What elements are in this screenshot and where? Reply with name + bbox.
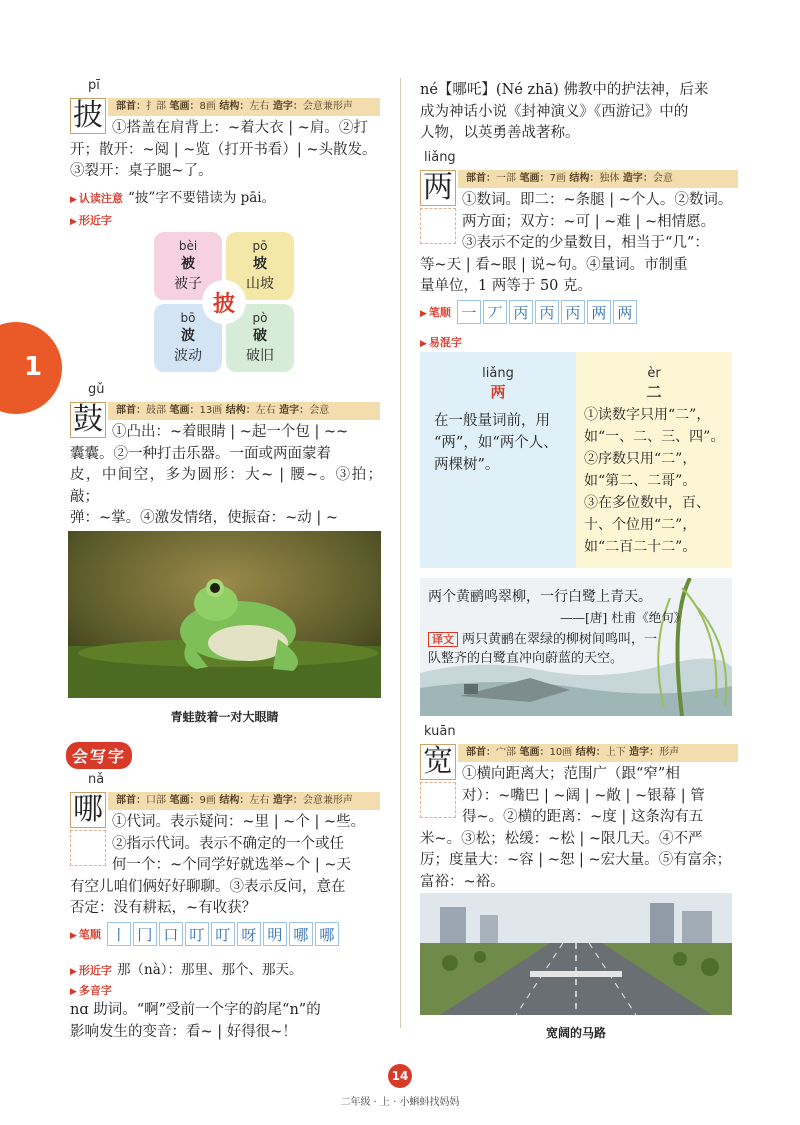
kuan-def-line: ①横向距离大；范围广（跟“窄”相 bbox=[462, 766, 680, 782]
na-pinyin: nǎ bbox=[88, 772, 105, 787]
stroke-step: 冂 bbox=[133, 922, 157, 946]
stroke-step: 哪 bbox=[315, 922, 339, 946]
nezha-text bbox=[420, 80, 738, 145]
pi-pinyin: pī bbox=[88, 78, 100, 93]
pi-similar-tag: ▶ 形近字 bbox=[70, 214, 112, 227]
kuan-def-line: 富裕：~裕。 bbox=[420, 873, 505, 890]
stroke-step: 两 bbox=[587, 300, 611, 324]
kuan-def-line: 米~。③松；松缓：~松 | ~限几天。④不严 bbox=[420, 830, 703, 847]
pi-char: 披 bbox=[70, 98, 106, 134]
kuan-definition bbox=[420, 764, 738, 893]
nezha-line: 人物，以英勇善战著称。 bbox=[420, 125, 580, 141]
column-divider bbox=[400, 78, 401, 1028]
frog-caption: 青蛙鼓着一对大眼睛 bbox=[170, 710, 279, 724]
nezha-line: 成为神话小说《封神演义》《西游记》中的 bbox=[420, 103, 689, 120]
write-heading: 会写字 bbox=[66, 742, 132, 769]
poem-author: ——[唐] 杜甫《绝句》 bbox=[560, 610, 687, 625]
liang-strokes: ▶ 笔顺 一 丆 丙 丙 丙 两 两 bbox=[420, 300, 639, 324]
liang-char: 两 bbox=[420, 170, 456, 206]
stroke-step: 叮 bbox=[211, 922, 235, 946]
confuse-left: liǎng 两 在一般量词前，用 “两”，如“两个人、 两棵树”。 bbox=[434, 366, 558, 473]
gu-def-line: ①凸出：~着眼睛 | ~起一个包 | ~~ bbox=[112, 424, 349, 440]
na-multi-line: nɑ 助词。“啊”受前一个字的韵尾“n”的 bbox=[70, 1002, 321, 1018]
na-char: 哪 bbox=[70, 792, 106, 828]
na-multi-line: 影响发生的变音：看~ | 好得很~！ bbox=[70, 1023, 297, 1040]
similar-center: 披 bbox=[202, 280, 246, 324]
kuan-def-line: 对）：~嘴巴 | ~阔 | ~敞 | ~银幕 | 管 bbox=[462, 787, 705, 804]
gu-char: 鼓 bbox=[70, 402, 106, 438]
pi-def-line: ①搭盖在肩背上：~着大衣 | ~肩。②打 bbox=[112, 120, 368, 136]
liang-def-line: ①数词。即二：~条腿 | ~个人。②数词。 bbox=[462, 192, 733, 208]
liang-confuse-tag: ▶ 易混字 bbox=[420, 336, 462, 349]
stroke-step: 叮 bbox=[185, 922, 209, 946]
pi-definition bbox=[70, 118, 382, 183]
stroke-step: 哪 bbox=[289, 922, 313, 946]
liang-def-line: ③表示不定的少量数目，相当于“几”： bbox=[462, 235, 709, 251]
na-def-line: ②指示代词。表示不确定的一个或任 bbox=[112, 835, 344, 852]
liang-def-line: 两方面；双方：~可 | ~难 | ~相情愿。 bbox=[462, 213, 716, 230]
na-multi-tag: ▶ 多音字 bbox=[70, 984, 112, 997]
stroke-step: 呀 bbox=[237, 922, 261, 946]
poem-line: 两个黄鹂鸣翠柳，一行白鹭上青天。 bbox=[428, 589, 652, 605]
na-def-line: ①代词。表示疑问：~里 | ~个 | ~些。 bbox=[112, 814, 366, 830]
footer-book-title: 二年级 · 上 · 小蝌蚪找妈妈 bbox=[340, 1097, 460, 1108]
stroke-step: 丙 bbox=[535, 300, 559, 324]
nezha-line: né【哪吒】(Né zhā) 佛教中的护法神，后来 bbox=[420, 82, 709, 98]
pi-note: ▶ 认读注意 “披”字不要错读为 pāi。 bbox=[70, 190, 276, 206]
chapter-number: 1 bbox=[24, 352, 43, 382]
na-def-line: 有空儿咱们俩好好聊聊。③表示反问，意在 bbox=[70, 878, 346, 895]
pi-meta: 部首：扌部 笔画：8画 结构：左右 造字：会意兼形声 bbox=[108, 98, 380, 116]
na-def-line: 否定：没有耕耘，~有收获？ bbox=[70, 900, 257, 916]
liang-def-line: 等~天 | 看~眼 | 说~句。④量词。市制重 bbox=[420, 256, 688, 273]
pi-def-line: ③裂开：桌子腿~了。 bbox=[70, 163, 213, 179]
gu-meta: 部首：鼓部 笔画：13画 结构：左右 造字：会意 bbox=[108, 402, 380, 420]
gu-def-line: 弹：~掌。④激发情绪，使振奋：~动 | ~ bbox=[70, 510, 339, 526]
similar-bo: bō 波 波动 bbox=[154, 304, 222, 372]
na-multi-text bbox=[70, 1000, 382, 1043]
stroke-step: 丙 bbox=[509, 300, 533, 324]
pi-def-line: 开；散开：~阅 | ~览（打开书看）| ~头散发。 bbox=[70, 141, 377, 158]
gu-def-line: 皮，中间空，多为圆形：大~ | 腰~。③拍；敲； bbox=[70, 467, 382, 505]
similar-po: pō 坡 山坡 bbox=[226, 232, 294, 300]
stroke-step: 明 bbox=[263, 922, 287, 946]
na-similar: ▶ 形近字 那（nà）：那里、那个、那天。 bbox=[70, 962, 303, 978]
stroke-step: 两 bbox=[613, 300, 637, 324]
liang-pinyin: liǎng bbox=[424, 150, 456, 165]
kuan-def-line: 得~。②横的距离：~度 | 这条沟有五 bbox=[462, 809, 704, 825]
confuse-right: èr 二 ①读数字只用“二”， 如“一、二、三、四”。 ②序数只用“二”， 如“第二、二哥”。 ③在多位数中，百、 十、个位用“二”， 如“二百二十二”。 bbox=[584, 366, 725, 555]
gu-def-line: 囊囊。②一种打击乐器。一面或两面蒙着 bbox=[70, 445, 331, 462]
na-strokes: ▶ 笔顺 丨 冂 口 叮 叮 呀 明 哪 哪 bbox=[70, 922, 341, 946]
frog-photo bbox=[68, 531, 381, 698]
gu-pinyin: gǔ bbox=[88, 382, 105, 397]
page-number-badge: 14 bbox=[388, 1064, 412, 1088]
kuan-pinyin: kuān bbox=[424, 724, 456, 739]
kuan-meta: 部首：宀部 笔画：10画 结构：上下 造字：形声 bbox=[458, 744, 738, 762]
liang-definition bbox=[420, 190, 738, 298]
na-definition bbox=[70, 812, 382, 920]
similar-po2: pò 破 破旧 bbox=[226, 304, 294, 372]
poem-translation: 译文 两只黄鹂在翠绿的柳树间鸣叫，一 队整齐的白鹭直冲向蔚蓝的天空。 bbox=[428, 632, 658, 666]
stroke-step: 口 bbox=[159, 922, 183, 946]
stroke-step: 丆 bbox=[483, 300, 507, 324]
road-photo bbox=[420, 893, 732, 1015]
kuan-def-line: 厉；度量大：~容 | ~恕 | ~宏大量。⑤有富余； bbox=[420, 852, 732, 868]
na-meta: 部首：口部 笔画：9画 结构：左右 造字：会意兼形声 bbox=[108, 792, 380, 810]
similar-bei: bèi 被 被子 bbox=[154, 232, 222, 300]
stroke-step: 丨 bbox=[107, 922, 131, 946]
liang-meta: 部首：一部 笔画：7画 结构：独体 造字：会意 bbox=[458, 170, 738, 188]
stroke-step: 一 bbox=[457, 300, 481, 324]
stroke-step: 丙 bbox=[561, 300, 585, 324]
kuan-char: 宽 bbox=[420, 744, 456, 780]
road-caption: 宽阔的马路 bbox=[545, 1026, 606, 1040]
na-def-line: 何一个：~个同学好就选举~个 | ~天 bbox=[112, 857, 352, 873]
liang-def-line: 量单位，1 两等于 50 克。 bbox=[420, 278, 593, 294]
